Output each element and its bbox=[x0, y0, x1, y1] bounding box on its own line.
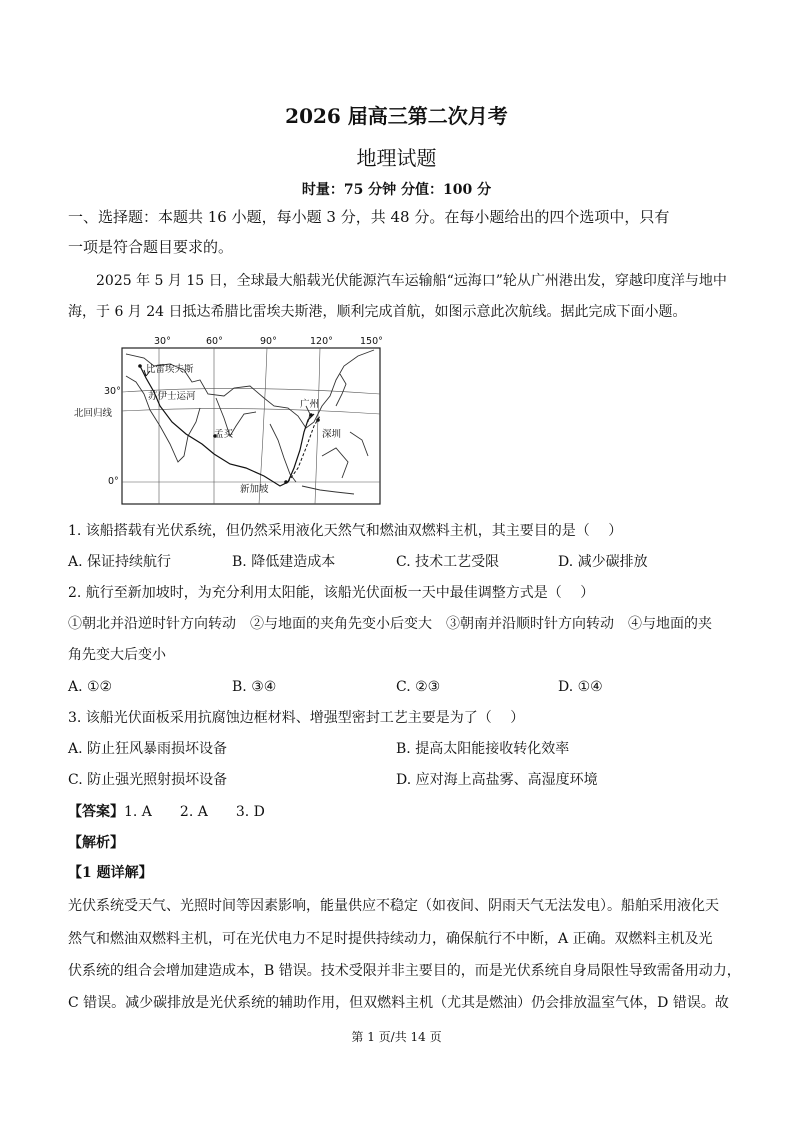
q2-option-a: A. ①② bbox=[68, 679, 113, 695]
exam-subject: 地理试题 bbox=[356, 146, 437, 170]
place-label-shenzhen: 深圳 bbox=[322, 429, 342, 440]
analysis-line: 光伏系统受天气、光照时间等因素影响，能量供应不稳定（如夜间、阴雨天气无法发电）。船舶采用液化天 bbox=[68, 898, 719, 914]
route-map-drawing bbox=[74, 336, 384, 508]
exam-meta: 时量：75 分钟 分值：100 分 bbox=[301, 182, 492, 198]
place-label-guangzhou: 广州 bbox=[300, 399, 320, 410]
answer-line bbox=[68, 805, 265, 819]
lon-label: 120° bbox=[310, 336, 333, 347]
q2-option-b: B. ③④ bbox=[232, 679, 277, 695]
place-label-mumbai: 孟买 bbox=[214, 429, 234, 440]
analysis-line: 伏系统的组合会增加建造成本，B 错误。技术受限并非主要目的，而是光伏系统自身局限性导致需备用动力， bbox=[68, 963, 741, 979]
passage-line1: 2025 年 5 月 15 日，全球最大船载光伏能源汽车运输船“远海口”轮从广州港出发，穿越印度洋与地中 bbox=[96, 273, 727, 289]
q3-option-b: B. 提高太阳能接收转化效率 bbox=[396, 741, 570, 757]
page-number: 第 1 页/共 14 页 bbox=[351, 1030, 442, 1044]
analysis-detail-tag: 【1 题详解】 bbox=[68, 865, 153, 881]
q2-option-d: D. ①④ bbox=[558, 679, 603, 695]
q1-option-d: D. 减少碳排放 bbox=[558, 554, 648, 570]
q3-stem: 3. 该船光伏面板采用抗腐蚀边框材料、增强型密封工艺主要是为了（ ） bbox=[68, 710, 525, 726]
lon-label: 150° bbox=[360, 336, 383, 347]
lat-label: 0° bbox=[108, 476, 119, 487]
section-instruction-line1: 一、选择题：本题共 16 小题，每小题 3 分，共 48 分。在每小题给出的四个选项中，只有 bbox=[68, 208, 670, 226]
answer-text: 1. A 2. A 3. D bbox=[124, 804, 265, 820]
q2-option-c: C. ②③ bbox=[396, 679, 441, 695]
answer-tag: 【答案】 bbox=[68, 804, 124, 820]
analysis-tag: 【解析】 bbox=[68, 835, 124, 851]
place-label-suez: 苏伊士运河 bbox=[148, 391, 196, 402]
q2-stem: 2. 航行至新加坡时，为充分利用太阳能，该船光伏面板一天中最佳调整方式是（ ） bbox=[68, 585, 595, 601]
lon-label: 60° bbox=[206, 336, 223, 347]
q2-statements-line1: ①朝北并沿逆时针方向转动 ②与地面的夹角先变小后变大 ③朝南并沿顺时针方向转动 ④与地面的夹 bbox=[68, 616, 712, 632]
q2-statements-line2: 角先变大后变小 bbox=[68, 647, 166, 663]
q3-option-d: D. 应对海上高盐雾、高湿度环境 bbox=[396, 772, 598, 788]
passage-line2: 海，于 6 月 24 日抵达希腊比雷埃夫斯港，顺利完成首航，如图示意此次航线。据此完成下面小题。 bbox=[68, 304, 687, 320]
place-label-piraeus: 比雷埃夫斯 bbox=[146, 364, 194, 375]
section-instruction-line2: 一项是符合题目要求的。 bbox=[68, 238, 234, 256]
lat-label: 30° bbox=[104, 386, 121, 397]
q1-option-b: B. 降低建造成本 bbox=[232, 554, 336, 570]
tropic-label: 北回归线 bbox=[74, 408, 113, 419]
exam-title: 2026 届高三第二次月考 bbox=[285, 104, 508, 128]
lon-label: 90° bbox=[260, 336, 277, 347]
q3-option-a: A. 防止狂风暴雨损坏设备 bbox=[68, 741, 228, 757]
place-label-singapore: 新加坡 bbox=[240, 484, 269, 495]
q1-stem: 1. 该船搭载有光伏系统，但仍然采用液化天然气和燃油双燃料主机，其主要目的是（ ） bbox=[68, 523, 623, 539]
lon-label: 30° bbox=[154, 336, 171, 347]
q1-option-c: C. 技术工艺受限 bbox=[396, 554, 500, 570]
route-map bbox=[74, 336, 384, 508]
q3-option-c: C. 防止强光照射损坏设备 bbox=[68, 772, 228, 788]
analysis-line: 然气和燃油双燃料主机，可在光伏电力不足时提供持续动力，确保航行不中断，A 正确。双燃料主机及光 bbox=[68, 931, 713, 947]
analysis-line: C 错误。减少碳排放是光伏系统的辅助作用，但双燃料主机（尤其是燃油）仍会排放温室气体，D 错误。故 bbox=[68, 995, 729, 1011]
q1-option-a: A. 保证持续航行 bbox=[68, 554, 172, 570]
